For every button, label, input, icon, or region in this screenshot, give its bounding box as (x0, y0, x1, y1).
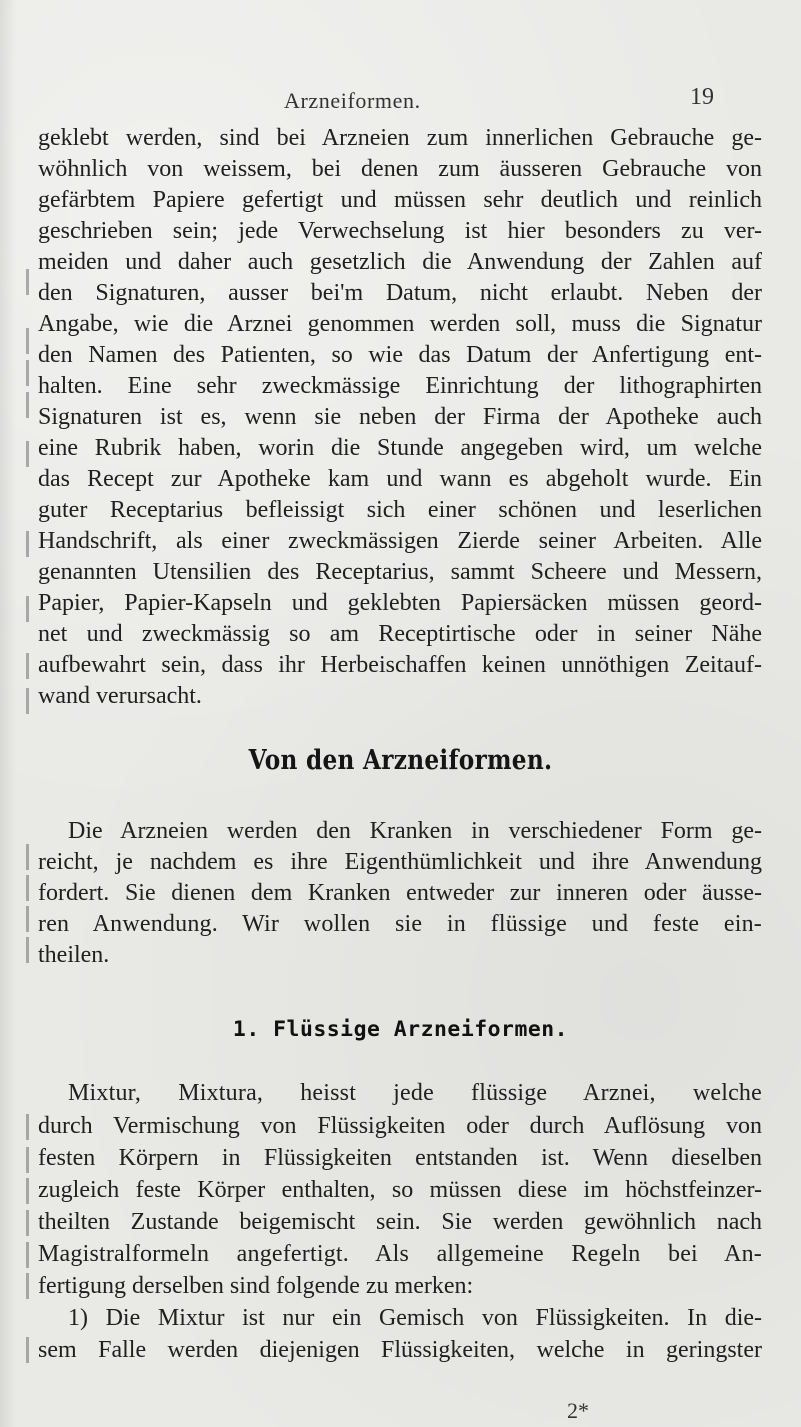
text-line: sem Falle werden diejenigen Flüssigkeiten, welche in geringster (38, 1337, 762, 1363)
margin-mark (26, 1337, 29, 1363)
text-line: 1) Die Mixtur ist nur ein Gemisch von Flüssigkeiten. In die- (68, 1305, 762, 1331)
margin-mark (26, 392, 29, 418)
section-heading: Von den Arzneiformen. (248, 745, 553, 776)
text-line: festen Körpern in Flüssigkeiten entstanden ist. Wenn dieselben (38, 1145, 762, 1171)
text-line: Papier, Papier-Kapseln und geklebten Papiersäcken müssen geord- (38, 590, 762, 616)
text-line: das Recept zur Apotheke kam und wann es abgeholt wurde. Ein (38, 466, 762, 492)
margin-mark (26, 906, 29, 932)
text-line: fertigung derselben sind folgende zu merken: (38, 1273, 474, 1299)
margin-mark (26, 653, 29, 679)
margin-mark (26, 1147, 29, 1173)
running-title: Arzneiformen. (284, 88, 421, 113)
subsection-heading: 1. Flüssige Arzneiformen. (232, 1017, 569, 1041)
text-line: geschrieben sein; jede Verwechselung ist hier besonders zu ver- (38, 218, 762, 244)
text-line: eine Rubrik haben, worin die Stunde angegeben wird, um welche (38, 435, 762, 461)
text-line: durch Vermischung von Flüssigkeiten oder durch Auflösung von (38, 1113, 762, 1139)
margin-mark (26, 596, 29, 622)
margin-mark (26, 531, 29, 557)
text-line: den Signaturen, ausser bei'm Datum, nicht erlaubt. Neben der (38, 280, 762, 306)
text-line: reicht, je nachdem es ihre Eigenthümlichkeit und ihre Anwendung (38, 849, 762, 875)
text-line: meiden und daher auch gesetzlich die Anwendung der Zahlen auf (38, 249, 762, 275)
signature-mark: 2* (567, 1398, 589, 1423)
margin-mark (26, 269, 29, 295)
text-line: Magistralformeln angefertigt. Als allgemeine Regeln bei An- (38, 1241, 762, 1267)
text-line: ren Anwendung. Wir wollen sie in flüssige und feste ein- (38, 911, 762, 937)
text-line: halten. Eine sehr zweckmässige Einrichtung der lithographirten (38, 373, 762, 399)
text-line: geklebt werden, sind bei Arzneien zum innerlichen Gebrauche ge- (38, 125, 762, 151)
text-line: Die Arzneien werden den Kranken in verschiedener Form ge- (68, 818, 762, 844)
text-line: wand verursacht. (38, 683, 202, 709)
text-line: genannten Utensilien des Receptarius, sammt Scheere und Messern, (38, 559, 762, 585)
margin-mark (26, 1210, 29, 1236)
text-line: theilten Zustande beigemischt sein. Sie werden gewöhnlich nach (38, 1209, 762, 1235)
text-line: Mixtur, Mixtura, heisst jede flüssige Arznei, welche (68, 1080, 762, 1106)
margin-mark (26, 441, 29, 467)
margin-mark (26, 360, 29, 386)
text-line: fordert. Sie dienen dem Kranken entweder zur inneren oder äusse- (38, 880, 762, 906)
text-line: zugleich feste Körper enthalten, so müssen diese im höchstfeinzer- (38, 1177, 762, 1203)
text-line: wöhnlich von weissem, bei denen zum äusseren Gebrauche von (38, 156, 762, 182)
margin-mark (26, 688, 29, 714)
text-line: den Namen des Patienten, so wie das Datum der Anfertigung ent- (38, 342, 762, 368)
page-shadow (0, 0, 16, 1427)
text-line: gefärbtem Papiere gefertigt und müssen sehr deutlich und reinlich (38, 187, 762, 213)
margin-mark (26, 1178, 29, 1204)
margin-mark (26, 875, 29, 901)
text-line: aufbewahrt sein, dass ihr Herbeischaffen keinen unnöthigen Zeitauf- (38, 652, 762, 678)
text-line: net und zweckmässig so am Receptirtische oder in seiner Nähe (38, 621, 762, 647)
margin-mark (26, 328, 29, 354)
margin-mark (26, 937, 29, 963)
margin-mark (26, 844, 29, 870)
text-line: guter Receptarius befleissigt sich einer schönen und leserlichen (38, 497, 762, 523)
margin-mark (26, 1273, 29, 1299)
margin-mark (26, 1242, 29, 1268)
text-line: theilen. (38, 942, 110, 968)
page-number: 19 (690, 84, 714, 110)
text-line: Handschrift, als einer zweckmässigen Zierde seiner Arbeiten. Alle (38, 528, 762, 554)
margin-mark (26, 1114, 29, 1140)
text-line: Signaturen ist es, wenn sie neben der Firma der Apotheke auch (38, 404, 762, 430)
text-line: Angabe, wie die Arznei genommen werden soll, muss die Signatur (38, 311, 762, 337)
